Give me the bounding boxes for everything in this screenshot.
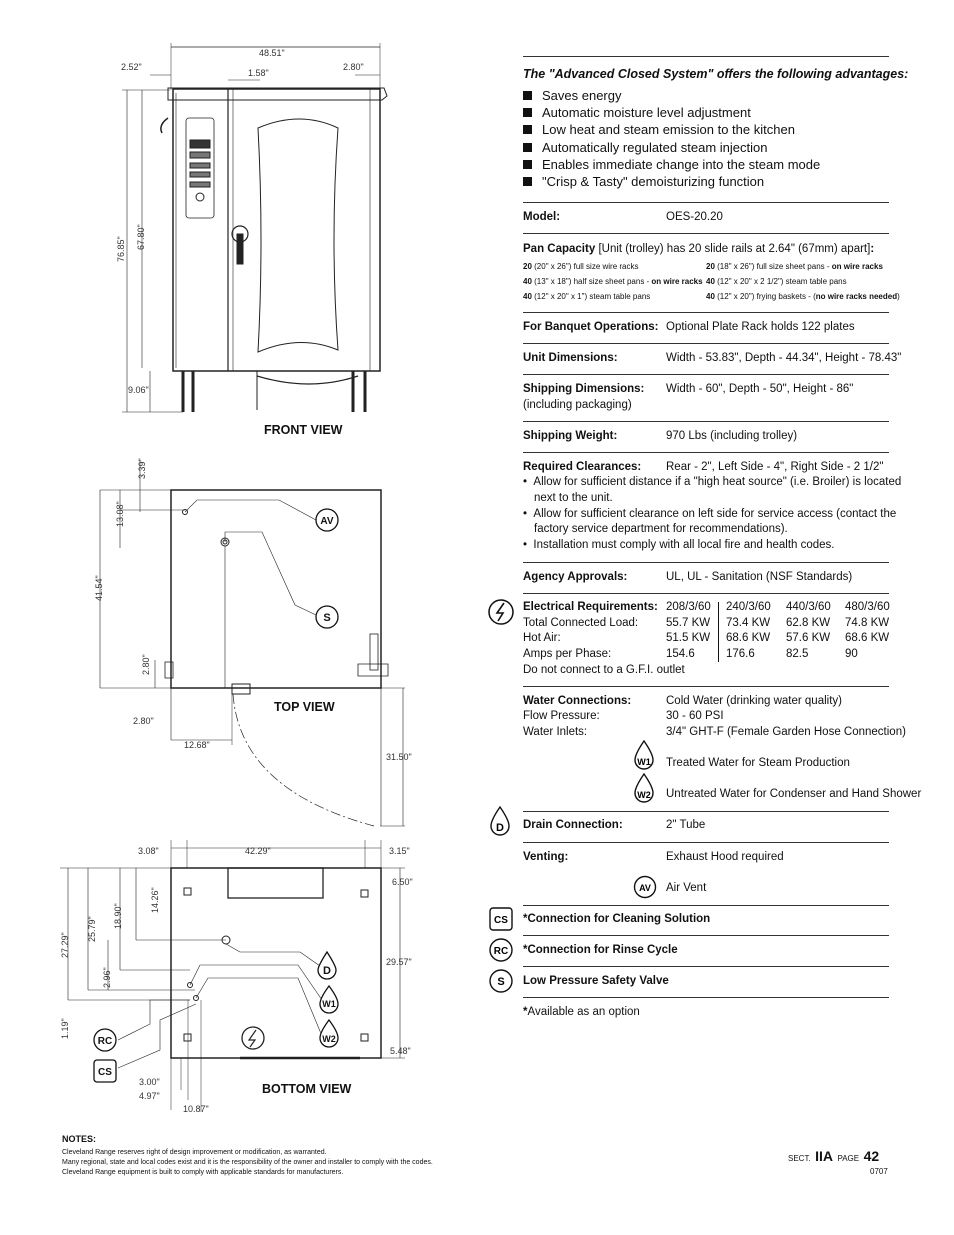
clearance-bullet-2: • Allow for sufficient clearance on left side for service access (contact the bbox=[523, 508, 897, 520]
elec-col1-v3: 154.6 bbox=[666, 648, 695, 660]
unit-dims-label: Unit Dimensions: bbox=[523, 352, 618, 364]
electrical-label: Electrical Requirements: bbox=[523, 601, 658, 613]
electrical-row-amps: Amps per Phase: bbox=[523, 648, 612, 660]
pan-left-2: 40 (13" x 18") half size sheet pans - on wire racks bbox=[523, 277, 703, 286]
s-icon bbox=[488, 968, 514, 994]
rule bbox=[523, 935, 889, 936]
flow-pressure-label: Flow Pressure: bbox=[523, 710, 600, 722]
svg-text:AV: AV bbox=[639, 883, 651, 893]
notes-body bbox=[62, 1148, 433, 1178]
dim-front-76-85: 76.85" bbox=[116, 236, 126, 262]
dim-bottom-29-57: 29.57" bbox=[386, 957, 412, 967]
elec-col3-v3: 82.5 bbox=[786, 648, 809, 660]
dim-front-2-52: 2.52" bbox=[121, 62, 142, 72]
note-line: Many regional, state and local codes exist and it is the responsibility of the owner and installer to comply with the codes. bbox=[62, 1159, 433, 1166]
notes-title: NOTES: bbox=[62, 1134, 97, 1144]
rule bbox=[523, 997, 889, 998]
pan-left-1: 20 (20" x 26") full size wire racks bbox=[523, 262, 639, 271]
dim-top-2-80-h: 2.80" bbox=[133, 716, 154, 726]
section-page: SECT. IIA PAGE 42 bbox=[788, 1148, 880, 1164]
w2-icon bbox=[632, 773, 656, 805]
elec-col1-v1: 55.7 KW bbox=[666, 617, 711, 629]
rc-symbol-bottom: RC bbox=[97, 1036, 113, 1047]
d-symbol-bottom: D bbox=[323, 965, 331, 977]
dim-bottom-3-15: 3.15" bbox=[389, 846, 410, 856]
dim-top-12-68: 12.68" bbox=[184, 740, 210, 750]
rule bbox=[523, 966, 889, 967]
bottom-view-label: BOTTOM VIEW bbox=[262, 1082, 352, 1096]
advantage-item: Saves energy bbox=[523, 87, 820, 104]
cs-icon bbox=[488, 905, 514, 931]
rule bbox=[523, 421, 889, 422]
banquet-label: For Banquet Operations: bbox=[523, 321, 659, 333]
dim-bottom-42-29: 42.29" bbox=[245, 846, 271, 856]
elec-col2-v2: 68.6 KW bbox=[726, 632, 771, 644]
unit-dims-value: Width - 53.83", Depth - 44.34", Height - 78.43" bbox=[666, 352, 902, 364]
banquet-value: Optional Plate Rack holds 122 plates bbox=[666, 321, 855, 333]
w1-value: Treated Water for Steam Production bbox=[666, 757, 850, 769]
dim-top-41-54: 41.54" bbox=[94, 575, 104, 601]
doc-code: 0707 bbox=[870, 1167, 888, 1176]
dim-front-1-58: 1.58" bbox=[248, 68, 269, 78]
advantages-title: The "Advanced Closed System" offers the following advantages: bbox=[523, 67, 909, 81]
svg-text:RC: RC bbox=[493, 946, 509, 957]
top-rule bbox=[523, 56, 889, 57]
dim-front-67-80: 67.80" bbox=[136, 224, 146, 250]
dim-top-2-80-v: 2.80" bbox=[141, 654, 151, 675]
shipping-dims-label: Shipping Dimensions: bbox=[523, 383, 645, 395]
svg-text:W1: W1 bbox=[637, 757, 651, 767]
rule bbox=[523, 811, 889, 812]
electrical-icon bbox=[487, 598, 515, 626]
water-inlets-label: Water Inlets: bbox=[523, 726, 588, 738]
model-value: OES-20.20 bbox=[666, 211, 723, 223]
dim-top-13-08: 13.08" bbox=[115, 501, 125, 527]
dim-bottom-18-90: 18.90" bbox=[113, 903, 123, 929]
elec-col4-v2: 68.6 KW bbox=[845, 632, 890, 644]
cs-symbol-bottom: CS bbox=[98, 1067, 112, 1078]
drain-value: 2" Tube bbox=[666, 819, 706, 831]
venting-label: Venting: bbox=[523, 851, 569, 863]
advantages-list bbox=[523, 87, 820, 190]
water-value: Cold Water (drinking water quality) bbox=[666, 695, 842, 707]
elec-col3-v2: 57.6 KW bbox=[786, 632, 831, 644]
dim-bottom-3-00: 3.00" bbox=[139, 1077, 160, 1087]
dim-bottom-3-08: 3.08" bbox=[138, 846, 159, 856]
model-label: Model: bbox=[523, 211, 561, 223]
agency-label: Agency Approvals: bbox=[523, 571, 628, 583]
air-vent-value: Air Vent bbox=[666, 882, 707, 894]
svg-text:D: D bbox=[496, 822, 504, 834]
w2-value: Untreated Water for Condenser and Hand Shower bbox=[666, 788, 922, 800]
w1-symbol-bottom: W1 bbox=[322, 999, 336, 1009]
advantage-item: "Crisp & Tasty" demoisturizing function bbox=[523, 173, 820, 190]
dim-bottom-6-50: 6.50" bbox=[392, 877, 413, 887]
venting-value: Exhaust Hood required bbox=[666, 851, 784, 863]
pan-left-3: 40 (12" x 20" x 1") steam table pans bbox=[523, 292, 651, 301]
front-view-label: FRONT VIEW bbox=[264, 423, 343, 437]
rc-icon bbox=[488, 937, 514, 963]
clearance-bullet-2-cont: factory service department for recommendations). bbox=[534, 523, 788, 535]
svg-text:S: S bbox=[497, 976, 505, 988]
advantage-item: Low heat and steam emission to the kitchen bbox=[523, 121, 820, 138]
rule bbox=[523, 202, 889, 203]
note-line: Cleveland Range equipment is built to comply with applicable standards for manufacturers. bbox=[62, 1169, 344, 1176]
elec-col4-v1: 74.8 KW bbox=[845, 617, 890, 629]
elec-col4-v3: 90 bbox=[845, 648, 858, 660]
electrical-warning: Do not connect to a G.F.I. outlet bbox=[523, 664, 685, 676]
advantage-item: Automatically regulated steam injection bbox=[523, 139, 820, 156]
elec-col4-head: 480/3/60 bbox=[845, 601, 890, 613]
elec-col1-head: 208/3/60 bbox=[666, 601, 711, 613]
drain-icon bbox=[488, 806, 512, 838]
shipping-weight-value: 970 Lbs (including trolley) bbox=[666, 430, 798, 442]
dim-bottom-4-97: 4.97" bbox=[139, 1091, 160, 1101]
dim-bottom-25-79: 25.79" bbox=[87, 916, 97, 942]
rule bbox=[523, 905, 889, 906]
dim-bottom-1-19: 1.19" bbox=[60, 1018, 70, 1039]
rule bbox=[523, 593, 889, 594]
pan-right-3: 40 (12" x 20") frying baskets - (no wire racks needed) bbox=[706, 292, 900, 301]
shipping-dims-value: Width - 60", Depth - 50", Height - 86" bbox=[666, 383, 854, 395]
elec-col2-v1: 73.4 KW bbox=[726, 617, 771, 629]
dim-front-2-80: 2.80" bbox=[343, 62, 364, 72]
elec-col2-v3: 176.6 bbox=[726, 648, 755, 660]
elec-divider bbox=[718, 602, 719, 662]
pan-right-1: 20 (18" x 26") full size sheet pans - on wire racks bbox=[706, 262, 883, 271]
electrical-row-hotair: Hot Air: bbox=[523, 632, 561, 644]
water-label: Water Connections: bbox=[523, 695, 632, 707]
rule bbox=[523, 343, 889, 344]
air-vent-icon bbox=[633, 875, 657, 899]
elec-col3-v1: 62.8 KW bbox=[786, 617, 831, 629]
agency-value: UL, UL - Sanitation (NSF Standards) bbox=[666, 571, 853, 583]
dim-front-9-06: 9.06" bbox=[128, 385, 149, 395]
rule bbox=[523, 842, 889, 843]
drain-label: Drain Connection: bbox=[523, 819, 623, 831]
clearance-bullet-1: • Allow for sufficient distance if a "high heat source" (i.e. Broiler) is located bbox=[523, 476, 902, 488]
shipping-dims-sub: (including packaging) bbox=[523, 399, 632, 411]
dim-bottom-14-26: 14.26" bbox=[150, 887, 160, 913]
elec-col2-head: 240/3/60 bbox=[726, 601, 771, 613]
svg-text:W2: W2 bbox=[637, 790, 651, 800]
advantage-item: Enables immediate change into the steam mode bbox=[523, 156, 820, 173]
clearances-label: Required Clearances: bbox=[523, 461, 642, 473]
rule bbox=[523, 562, 889, 563]
w2-symbol-bottom: W2 bbox=[322, 1034, 336, 1044]
s-symbol-top: S bbox=[323, 612, 331, 624]
rule bbox=[523, 686, 889, 687]
clearance-bullet-3: • Installation must comply with all local fire and health codes. bbox=[523, 539, 835, 551]
top-view-label: TOP VIEW bbox=[274, 700, 335, 714]
rule bbox=[523, 233, 889, 234]
note-line: Cleveland Range reserves right of design improvement or modification, as warranted. bbox=[62, 1149, 327, 1156]
av-symbol-top: AV bbox=[320, 516, 334, 527]
shipping-weight-label: Shipping Weight: bbox=[523, 430, 618, 442]
flow-pressure-value: 30 - 60 PSI bbox=[666, 710, 724, 722]
clearance-bullet-1-cont: next to the unit. bbox=[534, 492, 613, 504]
option-note: *Available as an option bbox=[523, 1006, 640, 1018]
water-inlets-value: 3/4" GHT-F (Female Garden Hose Connection) bbox=[666, 726, 906, 738]
dim-bottom-2-96: 2.96" bbox=[102, 967, 112, 988]
technical-drawings bbox=[0, 0, 500, 1130]
dim-bottom-27-29: 27.29" bbox=[60, 932, 70, 958]
dim-bottom-10-87: 10.87" bbox=[183, 1104, 209, 1114]
electrical-row-load: Total Connected Load: bbox=[523, 617, 639, 629]
w1-icon bbox=[632, 740, 656, 772]
rule bbox=[523, 452, 889, 453]
dim-top-3-39: 3.39" bbox=[137, 458, 147, 479]
elec-col3-head: 440/3/60 bbox=[786, 601, 831, 613]
dim-bottom-5-48: 5.48" bbox=[390, 1046, 411, 1056]
rinse-connection: *Connection for Rinse Cycle bbox=[523, 944, 678, 956]
clearances-value: Rear - 2", Left Side - 4", Right Side - 2 1/2" bbox=[666, 461, 884, 473]
advantage-item: Automatic moisture level adjustment bbox=[523, 104, 820, 121]
svg-text:CS: CS bbox=[494, 915, 508, 926]
cleaning-connection: *Connection for Cleaning Solution bbox=[523, 913, 711, 925]
pan-right-2: 40 (12" x 20" x 2 1/2") steam table pans bbox=[706, 277, 847, 286]
dim-front-width: 48.51" bbox=[259, 48, 285, 58]
safety-valve: Low Pressure Safety Valve bbox=[523, 975, 669, 987]
pan-capacity-heading: Pan Capacity [Unit (trolley) has 20 slide rails at 2.64" (67mm) apart]: bbox=[523, 243, 875, 255]
rule bbox=[523, 312, 889, 313]
rule bbox=[523, 374, 889, 375]
elec-col1-v2: 51.5 KW bbox=[666, 632, 711, 644]
dim-top-31-50: 31.50" bbox=[386, 752, 412, 762]
